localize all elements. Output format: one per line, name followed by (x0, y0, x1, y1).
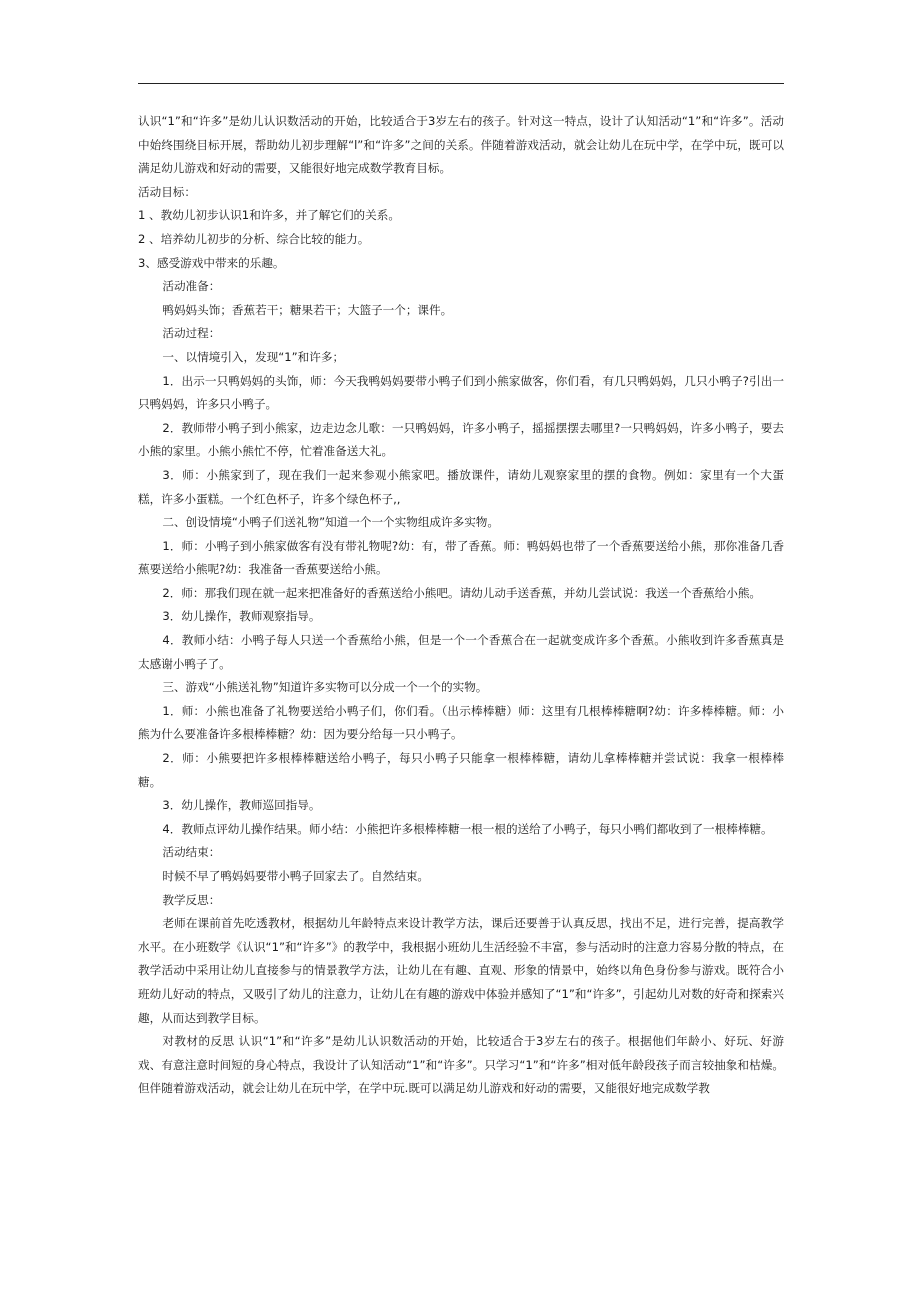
goals-heading: 活动目标： (138, 184, 196, 199)
document-body (138, 110, 784, 1101)
intro-paragraph: 认识“1”和“许多”是幼儿认识数活动的开始，比较适合于3岁左右的孩子。针对这一特点，设计了认知活动“1”和“许多”。活动中始终围绕目标开展，帮助幼儿初步理解“l”和“许多”之间的关系。伴随着游戏活动，就会让幼儿在玩中学，在学中玩，既可以满足幼儿游戏和好动的需要，又能很好地完成数学教育目标。 (138, 114, 784, 176)
document-page (138, 0, 784, 1302)
ending-text: 时候不早了鸭妈妈要带小鸭子回家去了。自然结束。 (162, 869, 430, 883)
section-2-item-3: 3．幼儿操作，教师观察指导。 (162, 609, 321, 624)
prep-heading: 活动准备： (162, 279, 221, 294)
header-rule (138, 83, 784, 84)
reflection-paragraph-1: 老师在课前首先吃透教材，根据幼儿年龄特点来设计教学方法，课后还要善于认真反思，找出不足，进行完善，提高教学水平。在小班数学《认识“1”和“许多”》的教学中，我根据小班幼儿生活经验不丰富，参与活动时的注意力容易分散的特点，在教学活动中采用让幼儿直接参与的情景教学方法，让幼儿在有趣、直观、形象的情景中，始终以角色身份参与游戏。既符合小班幼儿好动的特点，又吸引了幼儿的注意力，让幼儿在有趣的游戏中体验并感知了“1”和“许多”，引起幼儿对数的好奇和探索兴趣，从而达到教学目标。 (138, 916, 784, 1025)
section-1-item-2: 2．教师带小鸭子到小熊家，边走边念儿歌：一只鸭妈妈，许多小鸭子，摇摇摆摆去哪里?一只鸭妈妈，许多小鸭子，要去小熊的家里。小熊小熊忙不停，忙着准备送大礼。 (138, 420, 784, 459)
prep-text: 鸭妈妈头饰；香蕉若干；糖果若干；大篮子一个；课件。 (162, 302, 453, 317)
section-1-item-3: 3．师：小熊家到了，现在我们一起来参观小熊家吧。播放课件，请幼儿观察家里的摆的食物。例如：家里有一个大蛋糕，许多小蛋糕。一个红色杯子，许多个绿色杯子,, (138, 467, 784, 506)
section-3-item-2: 2．师：小熊要把许多根棒棒糖送给小鸭子，每只小鸭子只能拿一根棒棒糖，请幼儿拿棒棒糖并尝试说：我拿一根棒棒糖。 (138, 751, 784, 789)
section-2-item-2: 2．师：那我们现在就一起来把准备好的香蕉送给小熊吧。请幼儿动手送香蕉，并幼儿尝试说：我送一个香蕉给小熊。 (162, 585, 762, 600)
process-heading: 活动过程： (162, 326, 221, 341)
section-1-item-1: 1．出示一只鸭妈妈的头饰，师：今天我鸭妈妈要带小鸭子们到小熊家做客，你们看，有几只鸭妈妈，几只小鸭子?引出一只鸭妈妈，许多只小鸭子。 (138, 373, 784, 412)
reflection-heading: 教学反思： (162, 892, 221, 907)
section-2-item-1: 1．师：小鸭子到小熊家做客有没有带礼物呢?幼：有，带了香蕉。师：鸭妈妈也带了一个香蕉要送给小熊，那你准备几香蕉要送给小熊呢?幼：我准备一香蕉要送给小熊。 (138, 538, 784, 577)
section-2-title: 二、创设情境“小鸭子们送礼物”知道一个一个实物组成许多实物。 (162, 515, 499, 530)
reflection-paragraph-2: 对教材的反思 认识“1”和“许多”是幼儿认识数活动的开始，比较适合于3岁左右的孩子。根据他们年龄小、好玩、好游戏、有意注意时间短的身心特点，我设计了认知活动“1”和“许多”。只学习“1”和“许多”相对低年龄段孩子而言较抽象和枯燥。但伴随着游戏活动，就会让幼儿在玩中学，在学中玩.既可以满足幼儿游戏和好动的需要，又能很好地完成数学教 (138, 1034, 784, 1096)
goal-item-3: 3、感受游戏中带来的乐趣。 (138, 255, 285, 270)
section-3-item-1: 1．师：小熊也准备了礼物要送给小鸭子们，你们看。（出示棒棒糖）师：这里有几根棒棒糖啊?幼：许多棒棒糖。师：小熊为什么要准备许多根棒棒糖？幼：因为要分给每一只小鸭子。 (138, 703, 784, 742)
goal-item-2: 2 、培养幼儿初步的分析、综合比较的能力。 (138, 231, 370, 246)
section-1-title: 一、以情境引入，发现“1”和许多； (162, 349, 345, 364)
section-3-item-4: 4．教师点评幼儿操作结果。师小结：小熊把许多根棒棒糖一根一根的送给了小鸭子，每只小鸭们都收到了一根棒棒糖。 (162, 821, 773, 836)
goal-item-1: 1 、教幼儿初步认识1和许多，并了解它们的关系。 (138, 208, 400, 223)
section-3-item-3: 3．幼儿操作，教师巡回指导。 (162, 798, 321, 813)
section-2-item-4: 4．教师小结：小鸭子每人只送一个香蕉给小熊，但是一个一个香蕉合在一起就变成许多个香蕉。小熊收到许多香蕉真是太感谢小鸭子了。 (138, 633, 784, 671)
ending-heading: 活动结束： (162, 845, 221, 860)
section-3-title: 三、游戏“小熊送礼物”知道许多实物可以分成一个一个的实物。 (162, 680, 488, 695)
